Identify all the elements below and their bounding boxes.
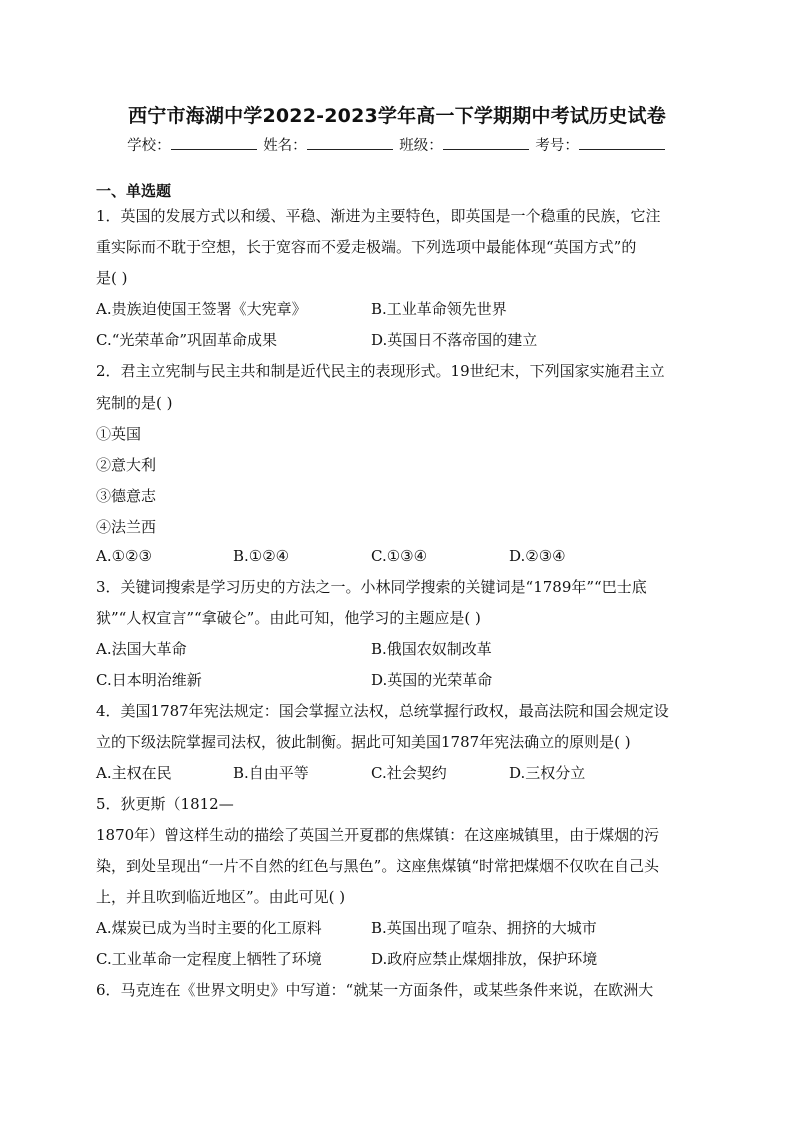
q5-line-4: 上，并且吹到临近地区”。由此可见( ) xyxy=(96,888,346,906)
q2-item-2: ②意大利 xyxy=(96,456,157,474)
q3-option-d[interactable]: D.英国的光荣革命 xyxy=(371,671,493,689)
q2-option-a[interactable]: A.①②③ xyxy=(96,547,152,565)
q3-option-a[interactable]: A.法国大革命 xyxy=(96,640,187,658)
number-label: 考号： xyxy=(535,138,579,154)
q1-line-3: 是( ) xyxy=(96,269,128,287)
q5-line-2: 1870年）曾这样生动的描绘了英国兰开夏郡的焦煤镇：在这座城镇里，由于煤烟的污 xyxy=(96,826,660,844)
q3-option-b[interactable]: B.俄国农奴制改革 xyxy=(371,640,492,658)
name-label: 姓名： xyxy=(263,138,307,154)
q4-option-c[interactable]: C.社会契约 xyxy=(371,764,447,782)
q2-item-4: ④法兰西 xyxy=(96,518,157,536)
q2-option-d[interactable]: D.②③④ xyxy=(509,547,566,565)
q5-option-d[interactable]: D.政府应禁止煤烟排放，保护环境 xyxy=(371,950,598,968)
q5-line-3: 染，到处呈现出“一片不自然的红色与黑色”。这座焦煤镇“时常把煤烟不仅吹在自己头 xyxy=(96,857,660,875)
q2-option-b[interactable]: B.①②④ xyxy=(233,547,290,565)
q1-line-2: 重实际而不耽于空想，长于宽容而不爱走极端。下列选项中最能体现“英国方式”的 xyxy=(96,238,637,256)
q2-item-3: ③德意志 xyxy=(96,487,157,505)
q4-option-a[interactable]: A.主权在民 xyxy=(96,764,172,782)
student-info-row xyxy=(0,134,794,155)
q5-line-1: 5．狄更斯（1812— xyxy=(96,795,234,813)
q5-option-a[interactable]: A.煤炭已成为当时主要的化工原料 xyxy=(96,919,322,937)
q1-option-d[interactable]: D.英国日不落帝国的建立 xyxy=(371,331,538,349)
q2-line-2: 宪制的是( ) xyxy=(96,394,173,412)
q3-option-c[interactable]: C.日本明治维新 xyxy=(96,671,202,689)
section-heading: 一、单选题 xyxy=(96,182,172,200)
q2-item-1: ①英国 xyxy=(96,425,142,443)
q5-option-b[interactable]: B.英国出现了喧杂、拥挤的大城市 xyxy=(371,919,597,937)
q4-option-d[interactable]: D.三权分立 xyxy=(509,764,586,782)
class-blank[interactable] xyxy=(443,137,529,150)
q3-line-2: 狱”“人权宣言”“拿破仑”。由此可知，他学习的主题应是( ) xyxy=(96,609,481,627)
school-blank[interactable] xyxy=(171,137,257,150)
school-label: 学校： xyxy=(127,138,171,154)
name-blank[interactable] xyxy=(307,137,393,150)
q4-option-b[interactable]: B.自由平等 xyxy=(233,764,309,782)
q1-option-c[interactable]: C.“光荣革命”巩固革命成果 xyxy=(96,331,278,349)
number-blank[interactable] xyxy=(579,137,665,150)
q2-option-c[interactable]: C.①③④ xyxy=(371,547,428,565)
class-label: 班级： xyxy=(399,138,443,154)
q4-line-1: 4．美国1787年宪法规定：国会掌握立法权，总统掌握行政权，最高法院和国会规定设 xyxy=(96,702,669,720)
exam-title: 西宁市海湖中学2022-2023学年高一下学期期中考试历史试卷 xyxy=(128,105,666,127)
q5-option-c[interactable]: C.工业革命一定程度上牺牲了环境 xyxy=(96,950,322,968)
q4-line-2: 立的下级法院掌握司法权，彼此制衡。据此可知美国1787年宪法确立的原则是( ) xyxy=(96,733,631,751)
q1-option-b[interactable]: B.工业革命领先世界 xyxy=(371,300,507,318)
q1-line-1: 1．英国的发展方式以和缓、平稳、渐进为主要特色，即英国是一个稳重的民族，它注 xyxy=(96,207,661,225)
q2-line-1: 2．君主立宪制与民主共和制是近代民主的表现形式。19世纪末，下列国家实施君主立 xyxy=(96,362,665,380)
q3-line-1: 3．关键词搜索是学习历史的方法之一。小林同学搜索的关键词是“1789年”“巴士底 xyxy=(96,578,647,596)
q1-option-a[interactable]: A.贵族迫使国王签署《大宪章》 xyxy=(96,300,307,318)
q6-line-1: 6．马克连在《世界文明史》中写道：“就某一方面条件，或某些条件来说，在欧洲大 xyxy=(96,981,654,999)
